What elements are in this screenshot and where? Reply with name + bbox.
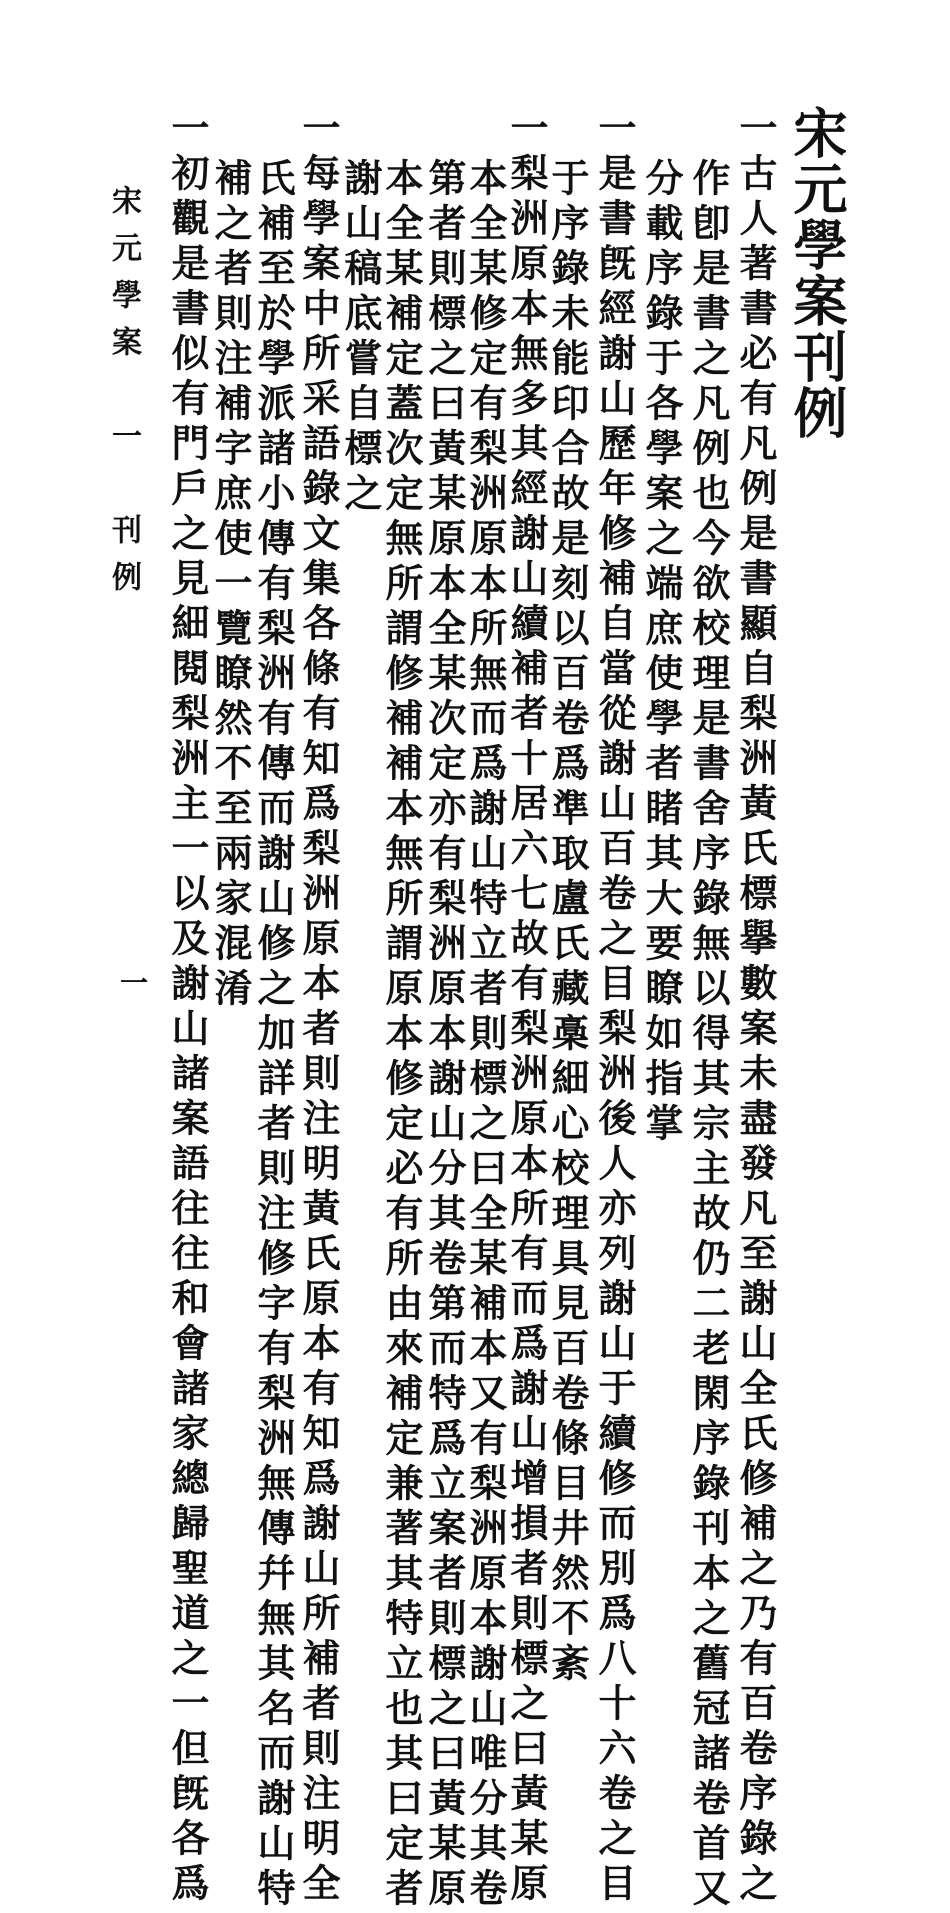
- body-column-14: 一初觀是書似有門戶之見細閱梨洲主一以及謝山諸案語往往和會諸家總歸聖道之一但旣各爲: [165, 108, 210, 1908]
- body-column-8: 第者則標之曰黃某原本全某次定亦有梨洲原本謝山分其卷第而特爲立案者則標之曰黃某原: [422, 158, 467, 1913]
- book-title-margin: 宋元學案 一 刊例: [106, 185, 141, 608]
- page-title: 宋元學案刊例: [785, 105, 849, 441]
- body-column-9: 本全某補定蓋次定無所謂修補補本無所謂原本修定必有所由來補定兼著其特立也其曰定者: [379, 158, 424, 1913]
- body-column-7: 本全某修定有梨洲原本所無而爲謝山特立者則標之曰全某補本又有梨洲原本謝山唯分其卷: [463, 158, 508, 1913]
- body-column-4: 一是書旣經謝山歷年修補自當從謝山百卷之目梨洲後人亦列謝山于續修而別爲八十六卷之目: [592, 108, 637, 1908]
- body-column-6: 一梨洲原本無多其經謝山續補者十居六七故有梨洲原本所有而爲謝山增損者則標之曰黃某原: [504, 108, 549, 1908]
- body-column-10: 謝山稿底嘗自標之: [338, 158, 383, 518]
- page-number: 一: [116, 968, 149, 996]
- body-column-2: 作卽是書之凡例也今欲校理是書舍序錄無以得其宗主故仍二老閑序錄刊本之舊冠諸卷首又: [686, 158, 731, 1913]
- body-column-3: 分載序錄于各學案之端庶使學者睹其大要瞭如指掌: [639, 158, 684, 1148]
- body-column-13: 補之者則注補字庶使一覽瞭然不至兩家混淆: [208, 158, 253, 1013]
- body-column-1: 一古人著書必有凡例是書顯自梨洲黃氏標擧數案未盡發凡至謝山全氏修補之乃有百卷序錄之: [733, 108, 778, 1908]
- body-column-11: 一每學案中所采語錄文集各條有知爲梨洲原本者則注明黃氏原本有知爲謝山所補者則注明全: [296, 108, 341, 1908]
- body-column-5: 于序錄未能印合故是刻以百卷爲準取盧氏藏槀細心校理具見百卷條目井然不紊: [545, 158, 590, 1688]
- body-column-12: 氏補至於學派諸小傳有梨洲有傳而謝山修之加詳者則注修字有梨洲無傳幷無其名而謝山特: [251, 158, 296, 1913]
